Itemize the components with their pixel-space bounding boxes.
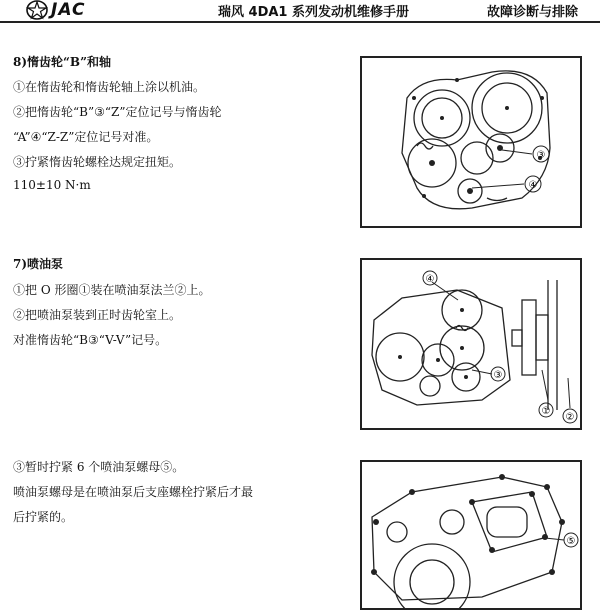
section-7-step-1: ①把 O 形圈①装在喷油泵法兰②上。	[13, 283, 211, 297]
section-8-title: 8)惰齿轮“B”和轴	[13, 55, 111, 69]
idler-gear-diagram	[362, 58, 580, 226]
section-7-step-2: ②把喷油泵装到正时齿轮室上。	[13, 308, 182, 322]
nut-note-line-1: 喷油泵螺母是在喷油泵后支座螺栓拧紧后才最	[13, 485, 254, 499]
section-8-step-2: ②把惰齿轮“B”③“Z”定位记号与惰齿轮	[13, 105, 222, 119]
callout-4: ④	[528, 180, 538, 191]
header-divider	[0, 21, 600, 23]
section-7-title: 7)喷油泵	[13, 257, 64, 271]
brand-logo	[26, 0, 85, 20]
callout-3: ③	[536, 150, 546, 161]
section-8-step-1: ①在惰齿轮和惰齿轮轴上涂以机油。	[13, 80, 206, 94]
nut-step-3: ③暂时拧紧 6 个喷油泵螺母⑤。	[13, 460, 185, 474]
figure-idler-gear	[360, 56, 582, 228]
jac-star-icon	[26, 0, 48, 20]
pump-nuts-diagram	[362, 462, 580, 608]
figure-injection-pump	[360, 258, 582, 430]
section-7-alignment-note: 对准惰齿轮“B③“V-V”记号。	[13, 333, 168, 347]
figure-pump-nuts	[360, 460, 582, 610]
callout-4: ④	[425, 274, 435, 285]
section-8-step-2-cont: “A”④“Z-Z”定位记号对准。	[13, 130, 159, 144]
injection-pump-diagram	[362, 260, 580, 428]
section-8-step-3: ③拧紧惰齿轮螺栓达规定扭矩。	[13, 155, 182, 169]
nut-note-line-2: 后拧紧的。	[13, 510, 74, 524]
callout-3: ③	[493, 370, 503, 381]
section-8-torque-spec: 110±10 N·m	[13, 178, 91, 192]
page-header	[0, 0, 600, 22]
manual-title: 瑞风 4DA1 系列发动机维修手册	[218, 5, 409, 20]
chapter-title: 故障诊断与排除	[487, 5, 579, 20]
callout-1: ①	[541, 406, 551, 417]
brand-name: JAC	[51, 0, 86, 20]
callout-5: ⑤	[566, 536, 576, 547]
callout-2: ②	[565, 412, 575, 423]
